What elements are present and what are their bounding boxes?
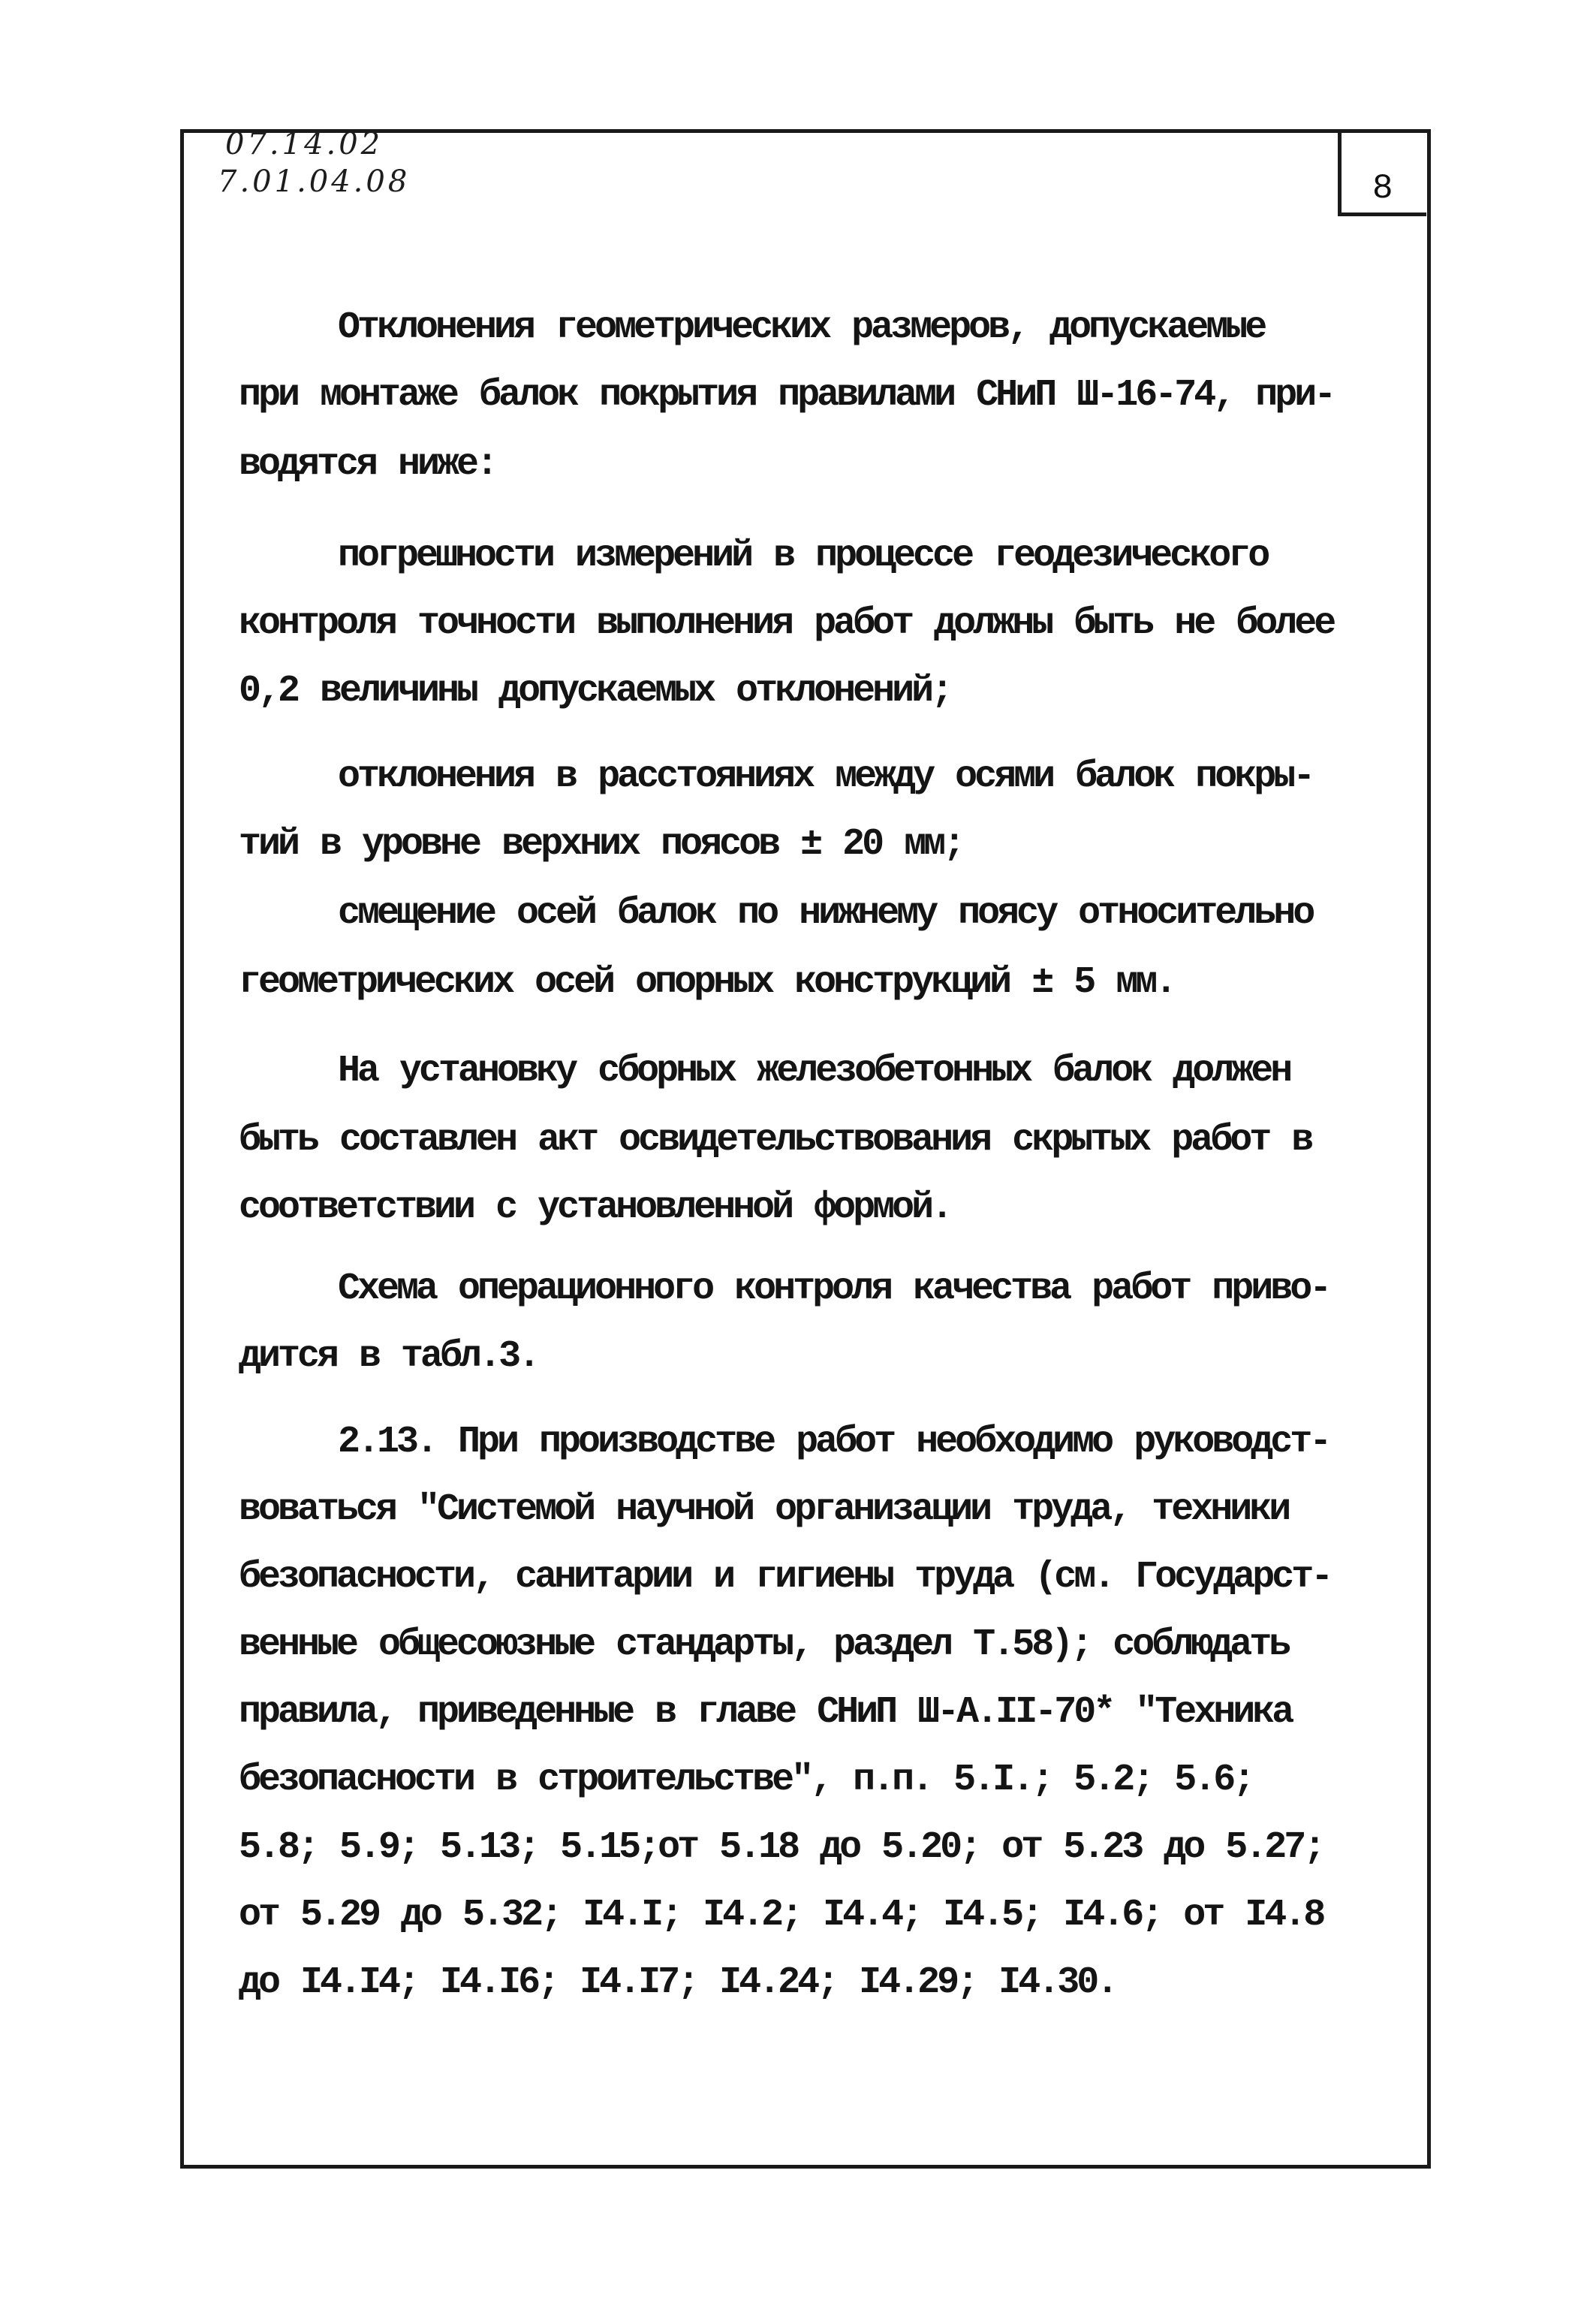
text-line: правила, приведенные в главе СНиП Ш-А.II-70* "Техника [239,1691,1292,1734]
text-line: погрешности измерений в процессе геодезического [338,535,1268,577]
text-line: быть составлен акт освидетельствования скрытых работ в [239,1119,1311,1162]
text-line: 0,2 величины допускаемых отклонений; [239,670,951,713]
document-code-line-2: 7.01.04.08 [218,164,411,199]
text-line: тий в уровне верхних поясов ± 20 мм; [239,823,963,866]
text-line: Схема операционного контроля качества работ приво- [338,1268,1329,1310]
text-line: контроля точности выполнения работ должны быть не более [239,602,1334,645]
text-line: Отклонения геометрических размеров, допускаемые [338,306,1265,349]
text-line: до I4.I4; I4.I6; I4.I7; I4.24; I4.29; I4.30. [239,1961,1116,2004]
text-line: 5.8; 5.9; 5.13; 5.15;от 5.18 до 5.20; от 5.23 до 5.27; [239,1826,1323,1869]
text-line: водятся ниже: [239,443,496,486]
text-line: геометрических осей опорных конструкций ± 5 мм. [239,961,1175,1004]
text-line: 2.13. При производстве работ необходимо руководст- [338,1421,1329,1463]
text-line: дится в табл.3. [239,1335,538,1378]
text-line: соответствии с установленной формой. [239,1186,951,1229]
text-line: смещение осей балок по нижнему поясу относительно [338,892,1313,935]
text-line: безопасности, санитарии и гигиены труда (см. Государст- [239,1556,1331,1599]
text-line: воваться "Системой научной организации труда, техники [239,1488,1289,1531]
text-line: На установку сборных железобетонных балок должен [338,1050,1290,1093]
text-line: при монтаже балок покрытия правилами СНиП Ш-16-74, при- [239,374,1334,417]
text-line: венные общесоюзные стандарты, раздел Т.58); соблюдать [239,1623,1289,1666]
text-line: от 5.29 до 5.32; I4.I; I4.2; I4.4; I4.5; I4.6; от I4.8 [239,1894,1323,1937]
text-line: безопасности в строительстве", п.п. 5.I.; 5.2; 5.6; [239,1759,1253,1801]
document-code-line-1: 07.14.02 [225,127,384,161]
page-number: 8 [1372,169,1393,208]
text-line: отклонения в расстояниях между осями балок покры- [338,755,1313,798]
